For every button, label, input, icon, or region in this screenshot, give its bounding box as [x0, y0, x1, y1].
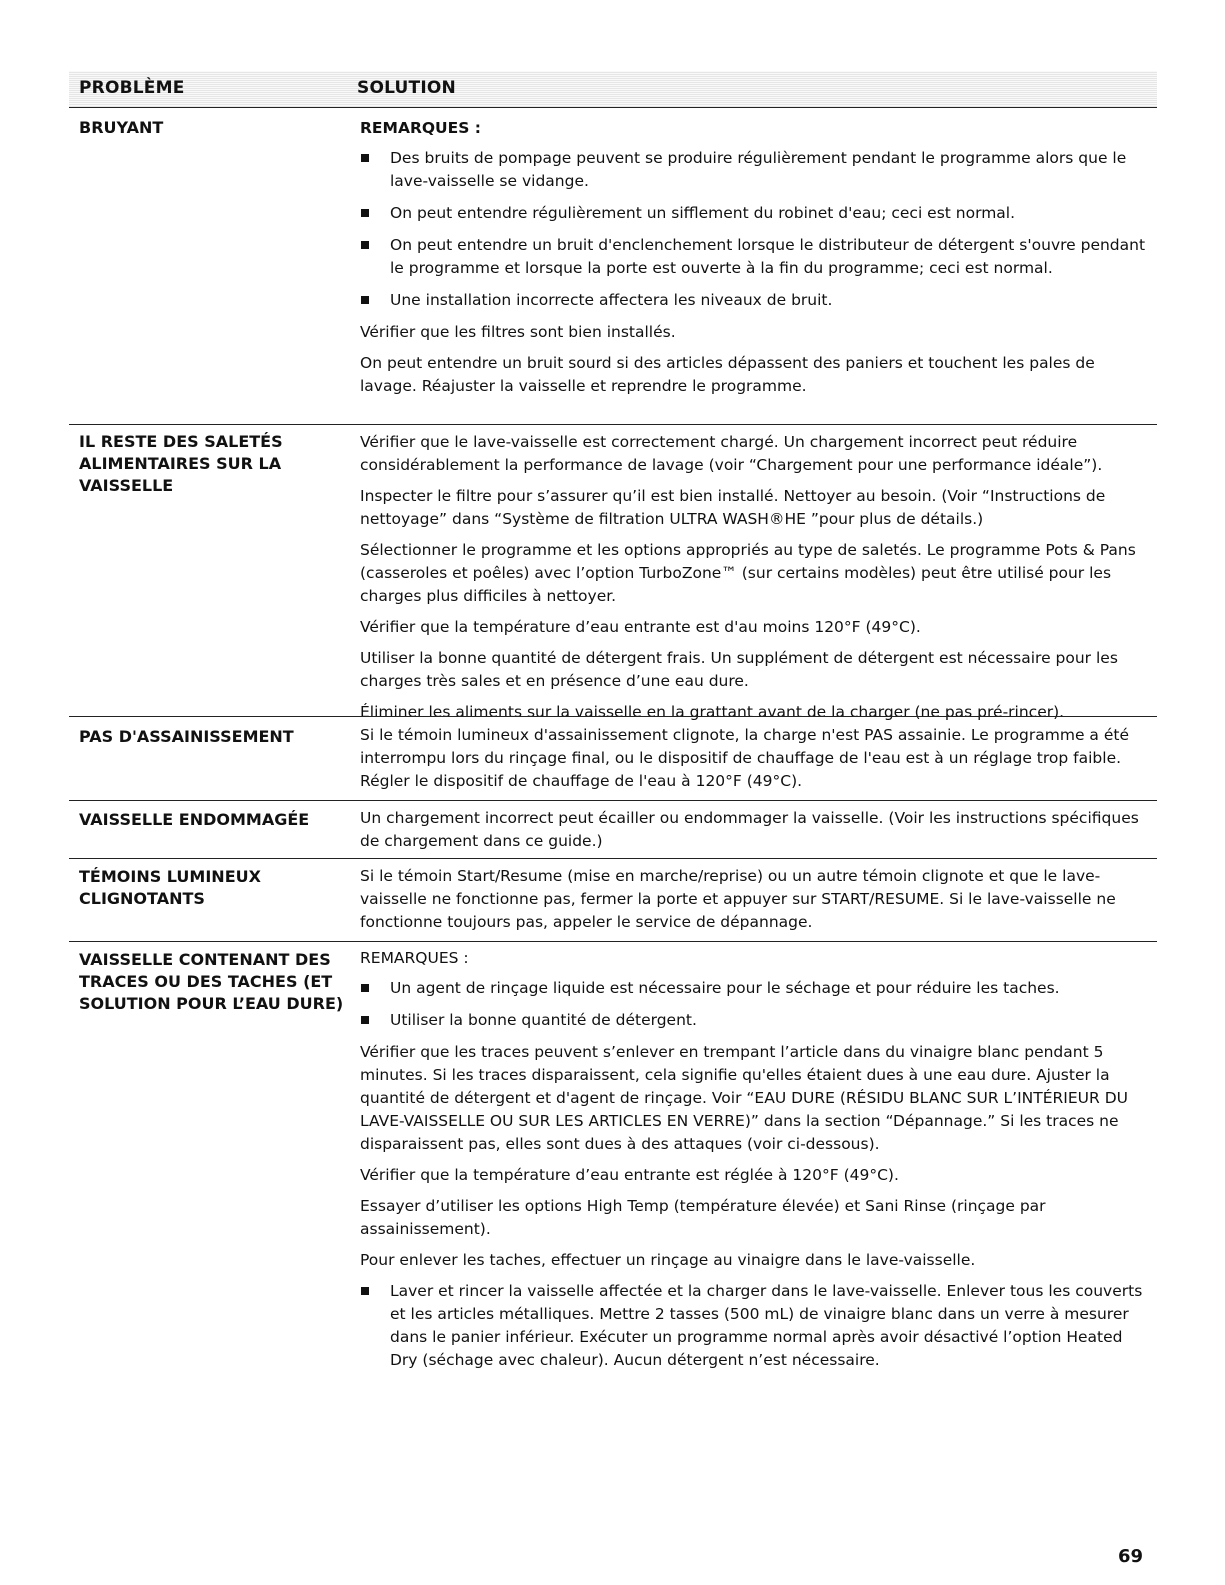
- solution-damaged-dishes: [360, 807, 1150, 861]
- list-item: On peut entendre un bruit d'enclenchement lorsque le distributeur de détergent s'ouvre pendant le programme et lorsque la porte est ouverte à la fin du programme; ceci est normal.: [360, 234, 1150, 280]
- row-divider: [69, 858, 1157, 859]
- solution-paragraph: Vérifier que le lave-vaisselle est correctement chargé. Un chargement incorrect peut réduire considérablement la performance de lavage (voir “Chargement pour une performance idéale”).: [360, 433, 1103, 474]
- header-solution: SOLUTION: [357, 78, 456, 98]
- solution-food-soil: [360, 431, 1150, 732]
- solution-paragraph: On peut entendre un bruit sourd si des articles dépassent des paniers et touchent les pales de lavage. Réajuster la vaisselle et reprendre le programme.: [360, 354, 1095, 395]
- solution-paragraph: Pour enlever les taches, effectuer un rinçage au vinaigre dans le lave-vaisselle.: [360, 1251, 976, 1269]
- solution-spots-film: [360, 947, 1150, 1381]
- list-item: Laver et rincer la vaisselle affectée et la charger dans le lave-vaisselle. Enlever tous les couverts et les articles métalliques. Mettre 2 tasses (500 mL) de vinaigre blanc dans un verre à mesurer dans le panier inférieur. Exécuter un programme normal après avoir désactivé l’option Heated Dry (séchage avec chaleur). Aucun détergent n’est nécessaire.: [360, 1280, 1150, 1372]
- problem-food-soil: IL RESTE DES SALETÉS ALIMENTAIRES SUR LA VAISSELLE: [79, 432, 283, 495]
- bullet-square-icon: [361, 209, 369, 217]
- solution-paragraph: Vérifier que la température d’eau entrante est réglée à 120°F (49°C).: [360, 1166, 899, 1184]
- solution-paragraph: Si le témoin Start/Resume (mise en marche/reprise) ou un autre témoin clignote et que le lave-vaisselle ne fonctionne pas, fermer la porte et appuyer sur START/RESUME. Si le lave-vaisselle ne fonctionne toujours pas, appeler le service de dépannage.: [360, 867, 1116, 931]
- list-item: Utiliser la bonne quantité de détergent.: [360, 1009, 1150, 1032]
- bullet-square-icon: [361, 1016, 369, 1024]
- solution-paragraph: Éliminer les aliments sur la vaisselle en la grattant avant de la charger (ne pas pré-rincer).: [360, 703, 1065, 721]
- bullet-square-icon: [361, 984, 369, 992]
- row-divider: [69, 424, 1157, 425]
- solution-not-sanitized: [360, 724, 1150, 801]
- solution-noisy: [360, 117, 1150, 406]
- list-item: On peut entendre régulièrement un sifflement du robinet d'eau; ceci est normal.: [360, 202, 1150, 225]
- problem-not-sanitized: PAS D'ASSAINISSEMENT: [79, 727, 294, 746]
- solution-paragraph: Vérifier que les traces peuvent s’enlever en trempant l’article dans du vinaigre blanc pendant 5 minutes. Si les traces disparaissent, cela signifie qu'elles étaient dues à une eau dure. Ajuster la quantité de détergent et d'agent de rinçage. Voir “EAU DURE (RÉSIDU BLANC SUR L’INTÉRIEUR DU LAVE-VAISSELLE OU SUR LES ARTICLES EN VERRE)” dans la section “Dépannage.” Si les traces ne disparaissent pas, elles sont dues à des attaques (voir ci-dessous).: [360, 1043, 1128, 1153]
- solution-paragraph: Inspecter le filtre pour s’assurer qu’il est bien installé. Nettoyer au besoin. (Voir “Instructions de nettoyage” dans “Système de filtration ULTRA WASH®HE ”pour plus de détails.): [360, 487, 1106, 528]
- solution-paragraph: Essayer d’utiliser les options High Temp (température élevée) et Sani Rinse (rinçage par assainissement).: [360, 1197, 1046, 1238]
- problem-noisy: BRUYANT: [79, 118, 164, 137]
- solution-paragraph: Sélectionner le programme et les options appropriés au type de saletés. Le programme Pots & Pans (casseroles et poêles) avec l’option TurboZone™ (sur certains modèles) peut être utilisé pour les charges plus difficiles à nettoyer.: [360, 541, 1136, 605]
- solution-paragraph: Vérifier que la température d’eau entrante est d'au moins 120°F (49°C).: [360, 618, 921, 636]
- remarks-heading: REMARQUES :: [360, 949, 469, 967]
- solution-paragraph: Vérifier que les filtres sont bien installés.: [360, 323, 676, 341]
- bullet-square-icon: [361, 296, 369, 304]
- solution-blinking-lights: [360, 865, 1150, 942]
- solution-paragraph: Un chargement incorrect peut écailler ou endommager la vaisselle. (Voir les instructions spécifiques de chargement dans ce guide.): [360, 809, 1139, 850]
- table-header-band: [69, 71, 1157, 108]
- bullet-square-icon: [361, 1287, 369, 1295]
- list-item: Des bruits de pompage peuvent se produire régulièrement pendant le programme alors que le lave-vaisselle se vidange.: [360, 147, 1150, 193]
- row-divider: [69, 800, 1157, 801]
- list-item: Une installation incorrecte affectera les niveaux de bruit.: [360, 289, 1150, 312]
- page-number: 69: [1118, 1546, 1144, 1567]
- row-divider: [69, 716, 1157, 717]
- row-divider: [69, 941, 1157, 942]
- solution-paragraph: Si le témoin lumineux d'assainissement clignote, la charge n'est PAS assainie. Le programme a été interrompu lors du rinçage final, ou le dispositif de chauffage de l'eau est à un réglage trop faible. Régler le dispositif de chauffage de l'eau à 120°F (49°C).: [360, 726, 1129, 790]
- remarks-heading: REMARQUES :: [360, 119, 481, 137]
- solution-paragraph: Utiliser la bonne quantité de détergent frais. Un supplément de détergent est nécessaire pour les charges très sales et en présence d’une eau dure.: [360, 649, 1118, 690]
- problem-damaged-dishes: VAISSELLE ENDOMMAGÉE: [79, 810, 310, 829]
- problem-spots-film: VAISSELLE CONTENANT DES TRACES OU DES TACHES (ET SOLUTION POUR L’EAU DURE): [79, 950, 344, 1013]
- header-problem: PROBLÈME: [79, 78, 185, 98]
- problem-blinking-lights: TÉMOINS LUMINEUX CLIGNOTANTS: [79, 867, 261, 908]
- bullet-square-icon: [361, 154, 369, 162]
- bullet-square-icon: [361, 241, 369, 249]
- list-item: Un agent de rinçage liquide est nécessaire pour le séchage et pour réduire les taches.: [360, 977, 1150, 1000]
